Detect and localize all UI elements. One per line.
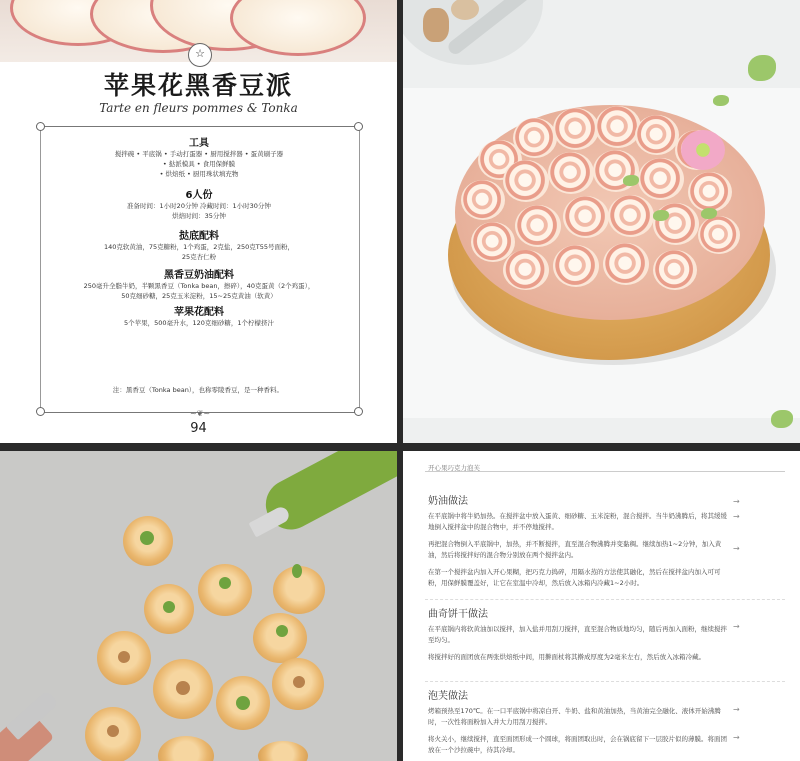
apple-section <box>40 303 358 328</box>
paragraph: 在平底锅中将牛奶加热。在搅拌盆中放入蛋黄、细砂糖、玉米淀粉，混合搅拌。当牛奶沸腾后，将其缓缓地倒入搅拌盆中的混合物中，并不停地搅拌。 <box>428 512 727 531</box>
recipe-note: 注：黑香豆（Tonka bean），也称零陵香豆，是一种香料。 <box>112 386 284 394</box>
section-divider <box>425 599 785 600</box>
apple-rose <box>698 216 740 254</box>
paragraph: 在平底锅内将软黄油加以搅拌，加入盐并用刮刀搅拌，直至混合物质地均匀，随后再加入面粉，继续搅拌至均匀。 <box>428 625 727 644</box>
pistachio-cream <box>276 625 288 637</box>
frame-ornament <box>36 122 45 131</box>
hydrangea-flower <box>681 130 725 170</box>
herb-leaf <box>713 95 729 106</box>
arrow-icon: → <box>733 497 740 506</box>
apple-rose <box>461 180 505 220</box>
cream-line: 50克细砂糖，25克玉米淀粉，15~25克黄油（软黄） <box>121 292 277 300</box>
apple-rose <box>515 205 561 247</box>
arrow-icon: → <box>733 544 740 553</box>
star-icon: ☆ <box>188 43 212 67</box>
tools-line: • 烘焙纸 • 厨用珠状填充物 <box>159 170 239 178</box>
section-divider <box>425 681 785 682</box>
crust-heading: 挞底配料 <box>179 231 219 242</box>
paragraph: 在第一个搅拌盆内加入开心果糊，把巧克力捣碎，用隔水蒸的方法使其融化，然后在搅拌盆内加入可可粉，用保鲜膜覆盖好，让它在室温中冷却，然后放入冰箱内冷藏1~2小时。 <box>428 568 721 587</box>
pistachio-cream <box>163 601 175 613</box>
instructions-page <box>403 451 800 761</box>
recipe-title: 苹果花黑香豆派 <box>103 71 293 100</box>
section-title: 曲奇饼干做法 <box>428 609 488 620</box>
time-line: 准备时间：1小时20分钟 冷藏时间：1小时30分钟 <box>127 202 271 210</box>
frame-ornament <box>354 122 363 131</box>
apple-rose <box>503 160 549 202</box>
tools-heading: 工具 <box>189 138 209 149</box>
section-title: 奶油做法 <box>428 496 468 507</box>
apple-rose <box>553 245 599 287</box>
apple-rose <box>635 115 679 155</box>
arrow-icon: → <box>733 733 740 742</box>
pistachio-cream <box>219 577 231 589</box>
apple-rose <box>563 196 609 238</box>
arrow-icon: → <box>733 622 740 631</box>
recipe-page <box>0 0 397 443</box>
frame-ornament <box>354 407 363 416</box>
herb-leaf <box>701 208 717 219</box>
choux-method-section <box>428 687 733 761</box>
page-number: 94 <box>190 421 207 436</box>
puff-hole <box>293 676 305 688</box>
apple-heading: 苹果花配料 <box>174 307 224 318</box>
cream-puff <box>158 736 214 761</box>
servings-heading: 6人份 <box>185 190 213 201</box>
cream-puff <box>258 741 308 761</box>
apple-rose <box>638 158 684 200</box>
tart-photo <box>403 0 800 443</box>
pistachio-cream <box>140 531 154 545</box>
frame-ornament <box>36 407 45 416</box>
cream-puffs-photo <box>0 451 397 761</box>
apple-line: 5个苹果，500毫升水，120克细砂糖，1个柠檬挤汁 <box>123 319 275 327</box>
paragraph: 将搅拌好的面团放在两张烘焙纸中间，用擀面杖将其擀成厚度为2毫米左右，然后放入冰箱冷藏。 <box>428 653 706 661</box>
apple-rose <box>513 118 557 158</box>
apple-rose <box>688 172 732 212</box>
herb-leaf <box>771 410 793 428</box>
apple-rose <box>553 108 599 150</box>
puff-hole <box>107 725 119 737</box>
tools-section <box>40 134 358 179</box>
herb-leaf <box>748 55 776 81</box>
cream-heading: 黑香豆奶油配料 <box>164 270 234 281</box>
cream-section <box>40 266 358 301</box>
arrow-icon: → <box>733 512 740 521</box>
cream-method-section <box>428 492 733 595</box>
apple-rose <box>608 195 654 237</box>
cream-puff <box>253 613 307 663</box>
paragraph: 再把混合物倒入平底锅中，加热，并不断搅拌，直至混合物沸腾并变黏稠。继续加热1~2分钟，加入黄油，然后将搅拌好的混合物分别放在两个搅拌盆内。 <box>428 540 722 559</box>
apple-rose <box>595 106 641 148</box>
time-line: 烘焙时间：35分钟 <box>172 212 226 220</box>
recipe-subtitle: Tarte en fleurs pommes & Tonka <box>99 101 298 115</box>
ornament-swirl-icon: ~❦~ <box>189 409 211 418</box>
pistachio-cream <box>292 564 302 578</box>
tools-line: • 挞派模具 • 食用保鲜膜 <box>162 160 236 168</box>
tools-line: 搅拌碗 • 平底锅 • 手动打蛋器 • 厨用搅拌器 • 蛋黄刷子器 <box>114 150 284 158</box>
paragraph: 将火关小，继续搅拌，直至面团形成一个圆球，将面团取出时，会在锅底留下一层胶片似的薄膜。将面团放在一个沙拉碗中，待其冷却。 <box>428 735 727 754</box>
page-header: 开心果巧克力泡芙 <box>428 464 480 472</box>
cookie-method-section <box>428 605 733 669</box>
tonka-bean <box>423 8 449 42</box>
apple-rose <box>653 250 697 290</box>
herb-leaf <box>653 210 669 221</box>
section-title: 泡芙做法 <box>428 691 468 702</box>
herb-leaf <box>623 175 639 186</box>
cream-line: 250毫升全脂牛奶，半颗黑香豆（Tonka bean，擦碎），40克蛋黄（2个鸡蛋）， <box>83 282 315 290</box>
crust-section <box>40 227 358 262</box>
crust-line: 140克软黄油，75克糖粉，1个鸡蛋，2克盐，250克T55号面粉， <box>103 243 295 251</box>
apple-rose <box>603 243 649 285</box>
arrow-icon: → <box>733 705 740 714</box>
crust-line: 25克杏仁粉 <box>181 253 217 261</box>
pistachio-cream <box>236 696 250 710</box>
cream-puff <box>198 564 252 616</box>
puff-hole <box>118 651 130 663</box>
paragraph: 烤箱预热至170℃。在一口平底锅中将凉白开、牛奶、盐和黄油加热，当黄油完全融化、液体开始沸腾时，一次性将面粉加入并大力用刮刀搅拌。 <box>428 707 721 726</box>
apple-rose <box>548 152 594 194</box>
servings-section <box>40 186 358 221</box>
puff-hole <box>176 681 190 695</box>
apple-rose <box>503 250 549 290</box>
